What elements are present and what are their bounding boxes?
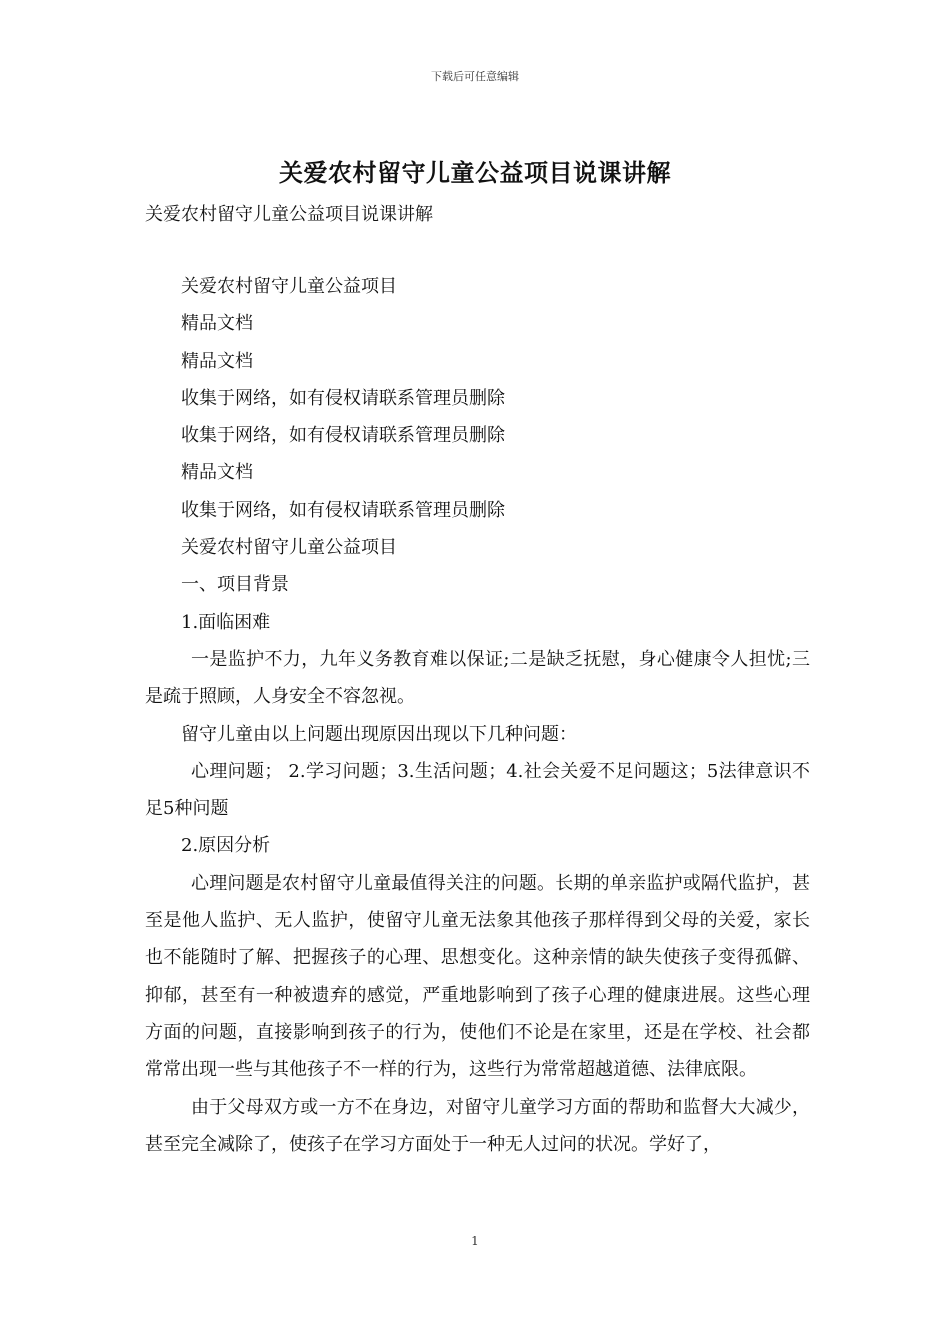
- subheading-cause-analysis: 2.原因分析: [181, 835, 271, 857]
- header-note: 下载后可任意编辑: [431, 70, 519, 83]
- text-line: 精品文档: [181, 350, 253, 372]
- text-line: 收集于网络，如有侵权请联系管理员删除: [181, 387, 505, 409]
- page-number: 1: [471, 1234, 479, 1248]
- text-line: 精品文档: [181, 313, 253, 335]
- text-line: 收集于网络，如有侵权请联系管理员删除: [181, 499, 505, 521]
- document-body: [145, 268, 810, 1163]
- paragraph-psychology: 心理问题是农村留守儿童最值得关注的问题。长期的单亲监护或隔代监护，甚至是他人监护、无人监护，使留守儿童无法象其他孩子那样得到父母的关爱，家长也不能随时了解、把握孩子的心理、思想变化。这种亲情的缺失使孩子变得孤僻、抑郁，甚至有一种被遗弃的感觉，严重地影响到了孩子心理的健康进展。这些心理方面的问题，直接影响到孩子的行为，使他们不论是在家里，还是在学校、社会都常常出现一些与其他孩子不一样的行为，这些行为常常超越道德、法律底限。: [145, 872, 810, 1081]
- section-heading-background: 一、项目背景: [181, 574, 289, 596]
- document-title: 关爱农村留守儿童公益项目说课讲解: [279, 158, 671, 187]
- text-line: 收集于网络，如有侵权请联系管理员删除: [181, 425, 505, 447]
- text-line: 精品文档: [181, 462, 253, 484]
- subheading-difficulties: 1.面临困难: [181, 611, 271, 633]
- paragraph-difficulties: 一是监护不力，九年义务教育难以保证;二是缺乏抚慰，身心健康令人担忧;三是疏于照顾，人身安全不容忽视。: [145, 648, 810, 708]
- paragraph-problems-intro: 留守儿童由以上问题出现原因出现以下几种问题：: [181, 723, 577, 745]
- text-line: 关爱农村留守儿童公益项目: [181, 276, 397, 297]
- paragraph-problems-list: 心理问题； 2.学习问题；3.生活问题；4.社会关爱不足问题这；5法律意识不足5种问题: [145, 760, 810, 820]
- document-subtitle: 关爱农村留守儿童公益项目说课讲解: [145, 204, 433, 225]
- text-line: 关爱农村留守儿童公益项目: [181, 537, 397, 559]
- paragraph-study: 由于父母双方或一方不在身边，对留守儿童学习方面的帮助和监督大大减少，甚至完全减除了，使孩子在学习方面处于一种无人过问的状况。学好了，: [145, 1096, 810, 1155]
